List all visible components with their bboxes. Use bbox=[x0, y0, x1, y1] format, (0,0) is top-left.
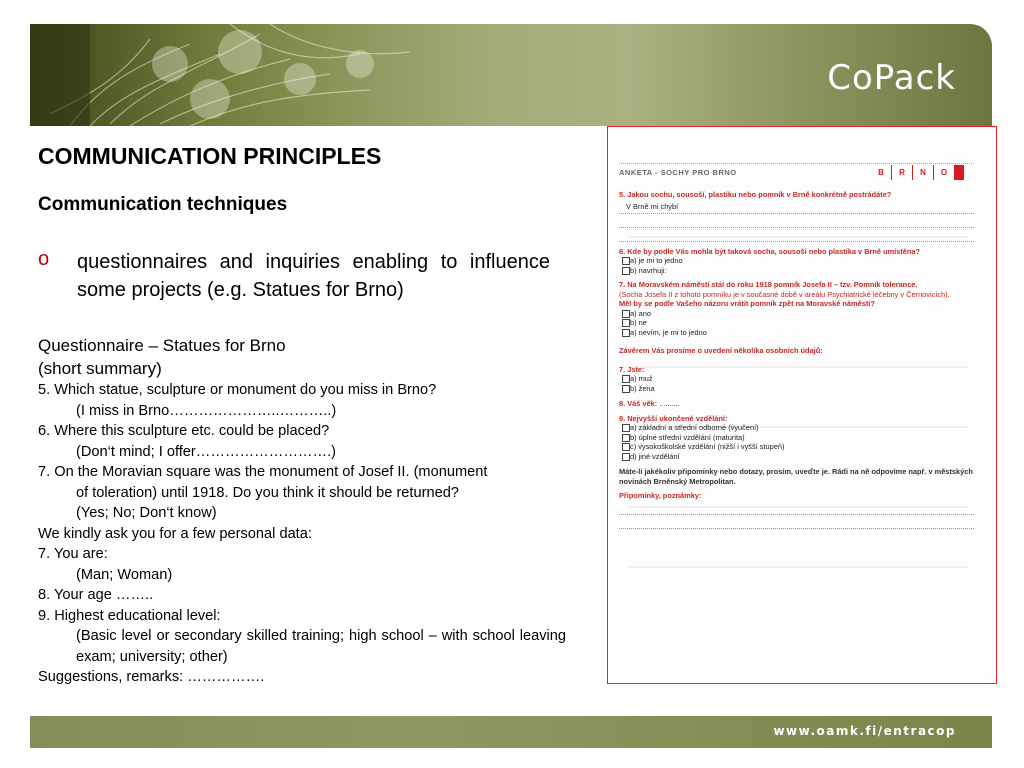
brno-letter-r: R bbox=[899, 168, 905, 177]
scan-answer-line bbox=[619, 214, 974, 228]
brno-separator bbox=[891, 165, 892, 180]
question-5: 5. Which statue, sculpture or monument do you miss in Brno? bbox=[38, 382, 437, 398]
section-subtitle: Communication techniques bbox=[38, 194, 288, 215]
header-banner bbox=[30, 24, 992, 126]
scan-header bbox=[619, 163, 974, 183]
footer-bar bbox=[30, 716, 992, 748]
questionnaire-summary bbox=[38, 380, 566, 688]
scan-option: d) jiné vzdělání bbox=[619, 452, 974, 462]
scan-personal-9: 9. Nejvyšší ukončené vzdělání: bbox=[619, 413, 728, 423]
scan-question-6: 6. Kde by podle Vás mohla být taková socha, sousoší nebo plastika v Brně umístěna? bbox=[619, 246, 921, 256]
scan-option: a) muž bbox=[619, 374, 974, 384]
personal-question-9-answers: (Basic level or secondary skilled training; high school – with school leaving exam; university; other) bbox=[76, 628, 566, 665]
scan-personal-8: 8. Váš věk: bbox=[619, 399, 658, 408]
suggestions-line: Suggestions, remarks: ……………. bbox=[38, 669, 265, 685]
footer-url: www.oamk.fi/entracop bbox=[773, 724, 956, 738]
scan-question-7-note: (Socha Josefa II z tohoto pomníku je v současné době v areálu Psychiatrické léčebny v Černovicích). bbox=[619, 289, 950, 299]
scan-personal-7: 7. Jste: bbox=[619, 364, 645, 374]
scan-question-7: 7. Na Moravském náměstí stál do roku 1918 pomník Josefa II – tzv. Pomník tolerance. bbox=[619, 280, 918, 289]
questionnaire-scan-image bbox=[607, 126, 997, 684]
bullet-item bbox=[38, 248, 550, 304]
questionnaire-heading bbox=[38, 334, 286, 380]
scan-remarks-line bbox=[619, 501, 974, 515]
personal-data-intro: We kindly ask you for a few personal data: bbox=[38, 525, 312, 542]
brno-separator bbox=[912, 165, 913, 180]
scan-option: a) je mi to jedno bbox=[619, 256, 974, 266]
personal-question-7: 7. You are: bbox=[38, 546, 108, 562]
scan-header-label: ANKETA - SOCHY PRO BRNO bbox=[619, 168, 737, 177]
scan-remarks-line bbox=[619, 515, 974, 529]
brno-letter-n: N bbox=[920, 168, 926, 177]
questionnaire-title: Questionnaire – Statues for Brno bbox=[38, 336, 286, 355]
scan-answer-line bbox=[619, 200, 974, 214]
question-5-answers: (I miss in Brno…………………..………..) bbox=[76, 402, 337, 419]
scan-option: a) ano bbox=[619, 309, 974, 319]
bullet-text: questionnaires and inquiries enabling to influence some projects (e.g. Statues for Brno) bbox=[77, 251, 550, 301]
scan-answer-prefix: V Brně mi chybí bbox=[626, 202, 679, 211]
brno-logo bbox=[873, 165, 964, 180]
scan-remarks-label: Připomínky, poznámky: bbox=[619, 491, 702, 500]
personal-question-8: 8. Your age …….. bbox=[38, 587, 154, 603]
scan-question-7-ask: Měl by se podle Vašeho názoru vrátit pomník zpět na Moravské náměstí? bbox=[619, 299, 875, 308]
copack-logo: CoPack bbox=[827, 58, 956, 98]
brno-letter-o: O bbox=[940, 168, 948, 177]
scan-personal-8-value: .......... bbox=[659, 399, 680, 408]
scan-question-5: 5. Jakou sochu, sousoší, plastiku nebo pomník v Brně konkrétně postrádáte? bbox=[619, 190, 892, 199]
bullet-marker: o bbox=[38, 248, 50, 270]
question-6: 6. Where this sculpture etc. could be placed? bbox=[38, 423, 330, 439]
scan-option: c) vysokoškolské vzdělání (nižší i vyšší stupeň) bbox=[619, 442, 974, 452]
brno-letter-b: B bbox=[878, 168, 884, 177]
scan-form-body bbox=[619, 185, 974, 529]
scan-option: b) ne bbox=[619, 318, 974, 328]
personal-question-7-answers: (Man; Woman) bbox=[76, 566, 173, 583]
scan-personal-8-row bbox=[619, 399, 974, 409]
questionnaire-summary-note: (short summary) bbox=[38, 359, 162, 378]
question-6-answers: (Don‘t mind; I offer……………………….) bbox=[76, 443, 337, 460]
personal-question-9: 9. Highest educational level: bbox=[38, 607, 221, 624]
page-title: COMMUNICATION PRINCIPLES bbox=[38, 143, 382, 169]
scan-closing-text: Máte-li jakékoliv připomínky nebo dotazy, prosím, uveďte je. Rádi na ně odpovíme např. v městských novinách Brněnský Metropolitan. bbox=[619, 467, 973, 486]
scan-option: b) žena bbox=[619, 384, 974, 394]
question-7-continued: of toleration) until 1918. Do you think it should be returned? bbox=[76, 484, 459, 501]
scan-option: b) úplné střední vzdělání (maturita) bbox=[619, 433, 974, 443]
scan-answer-line bbox=[619, 228, 974, 242]
scan-option: a) nevím, je mi to jedno bbox=[619, 328, 974, 338]
question-7-answers: (Yes; No; Don‘t know) bbox=[76, 505, 217, 521]
brno-logo-block bbox=[954, 165, 964, 180]
brno-separator bbox=[933, 165, 934, 180]
scan-personal-intro: Závěrem Vás prosíme o uvedení několika osobních údajů: bbox=[619, 346, 823, 355]
scan-option: b) navrhuji: bbox=[619, 266, 974, 276]
scan-option: a) základní a střední odborné (vyučení) bbox=[619, 423, 974, 433]
question-7: 7. On the Moravian square was the monument of Josef II. (monument bbox=[38, 464, 488, 480]
